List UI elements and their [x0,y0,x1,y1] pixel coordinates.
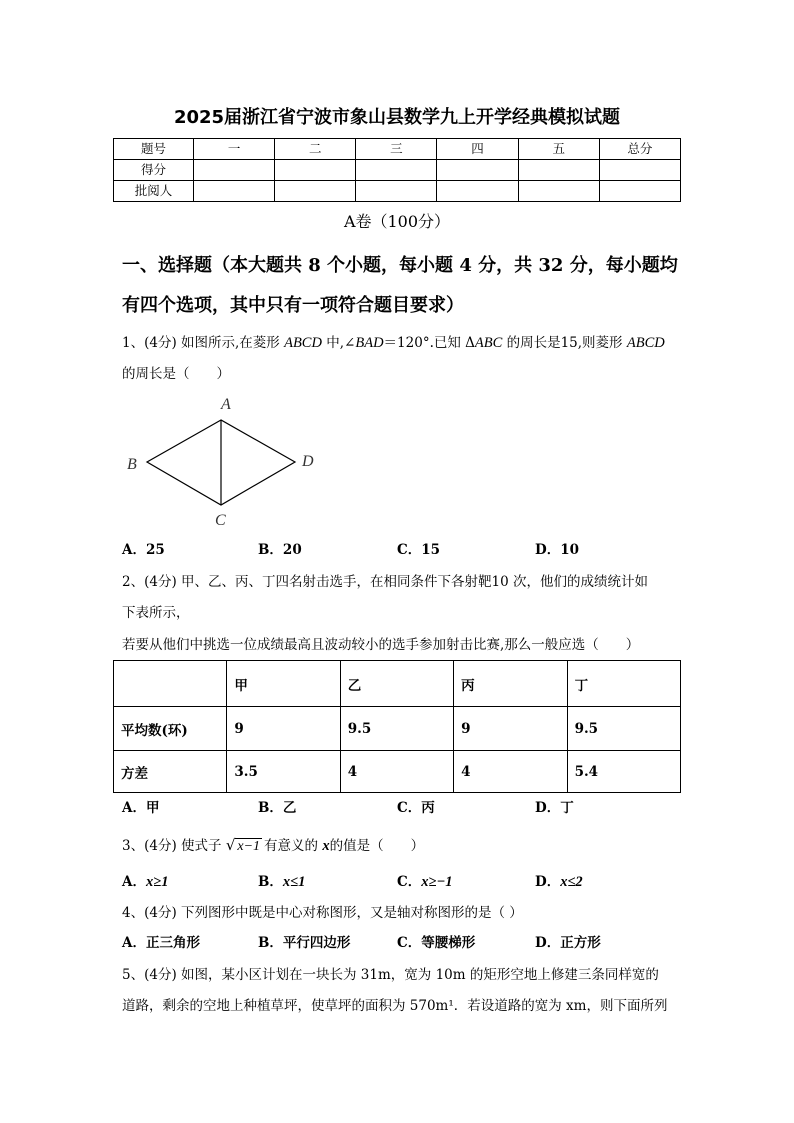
score-row-label: 批阅人 [114,181,194,202]
stats-header-cell: 丙 [454,661,567,707]
q1-text: ＝120°.已知 Δ [383,335,475,351]
stats-cell: 9 [454,707,567,751]
q4-option-d [535,933,601,953]
q3-variable: x [322,838,330,854]
q1-stem-line [122,333,665,353]
square-root-symbol: √ [225,836,236,854]
option-letter: B． [258,800,283,816]
stats-header-cell [114,661,227,707]
option-text: 10 [560,542,580,558]
q1-stem-line: 的周长是（ ） [122,366,230,382]
stats-cell: 5.4 [567,751,680,793]
q4-option-c [397,933,475,953]
q4-option-b [258,933,350,953]
option-text: 25 [145,542,165,558]
q2-option-a [122,798,159,818]
rhombus-diagram [120,395,330,535]
option-letter: B． [258,935,283,951]
score-table-row [114,160,681,181]
score-header-cell: 三 [356,139,437,160]
score-table-row [114,181,681,202]
q1-text: 中,∠ [321,335,356,351]
vertex-label-a: A [221,396,231,413]
option-letter: D． [535,542,561,558]
score-cell [356,160,437,181]
stats-cell: 3.5 [227,751,340,793]
score-cell [518,160,599,181]
q5-stem-line: 道路，剩余的空地上种植草坪，使草坪的面积为 570m¹．若设道路的宽为 xm，则下面所列 [122,998,668,1014]
option-letter: A． [122,800,146,816]
option-text: 乙 [282,800,297,816]
stats-cell: 9.5 [340,707,453,751]
option-letter: D． [535,874,561,890]
q1-math: BAD [355,335,384,351]
q1-text: 的周长是15,则菱形 [502,335,627,351]
q2-option-b [258,798,296,818]
q3-option-a [122,872,168,892]
score-cell [275,181,356,202]
stats-header-cell: 甲 [227,661,340,707]
option-letter: D． [535,935,561,951]
option-text: 15 [421,542,441,558]
q1-option-d [535,540,579,560]
q1-math: ABC [474,335,503,351]
score-header-cell: 题号 [114,139,194,160]
option-letter: A． [122,542,146,558]
q1-option-a [122,540,165,560]
q2-option-d [535,798,574,818]
option-text: 正方形 [560,935,601,951]
option-letter: C． [397,935,422,951]
q2-option-c [397,798,435,818]
shooting-stats-table [113,660,681,793]
option-letter: B． [258,542,283,558]
score-header-cell: 二 [275,139,356,160]
option-text: 20 [282,542,302,558]
option-letter: C． [397,874,422,890]
score-header-cell: 总分 [599,139,680,160]
q3-option-d [535,872,583,892]
score-cell [599,181,680,202]
part1-heading-line: 有四个选项，其中只有一项符合题目要求） [122,295,464,316]
option-text: x≤2 [560,874,583,890]
score-cell [437,181,518,202]
score-header-cell: 一 [194,139,275,160]
score-table-header-row [114,139,681,160]
stats-row-mean [114,707,681,751]
score-cell [437,160,518,181]
q4-stem-line: 4、(4分) 下列图形中既是中心对称图形，又是轴对称图形的是（ ） [122,905,523,921]
stats-cell: 方差 [114,751,227,793]
q4-option-a [122,933,200,953]
stats-header-cell: 丁 [567,661,680,707]
option-text: x≥−1 [421,874,453,890]
option-letter: A． [122,935,146,951]
exam-title: 2025届浙江省宁波市象山县数学九上开学经典模拟试题 [173,107,621,128]
q1-option-c [397,540,440,560]
score-cell [275,160,356,181]
q3-text: 3、(4分) 使式子 [122,838,222,854]
option-text: 等腰梯形 [421,935,476,951]
q3-text: 的值是（ ） [329,838,425,854]
option-letter: C． [397,800,422,816]
q3-text: 有意义的 [264,838,323,854]
score-header-cell: 四 [437,139,518,160]
stats-cell: 9 [227,707,340,751]
q2-stem-line: 下表所示， [122,605,190,621]
score-cell [194,181,275,202]
option-text: 正三角形 [145,935,200,951]
q5-stem-line: 5、(4分) 如图，某小区计划在一块长为 31m，宽为 10m 的矩形空地上修建三条同样宽的 [122,967,659,983]
stats-cell: 4 [340,751,453,793]
option-text: x≥1 [145,874,169,890]
q1-text: 1、(4分) 如图所示,在菱形 [122,335,285,351]
option-text: 平行四边形 [282,935,351,951]
option-letter: B． [258,874,283,890]
q1-math: ABCD [284,335,322,351]
q2-stem-line: 2、(4分) 甲、乙、丙、丁四名射击选手，在相同条件下各射靶10 次，他们的成绩统计如 [122,574,648,590]
stats-header-row [114,661,681,707]
option-text: x≤1 [282,874,306,890]
part1-heading-line: 一、选择题（本大题共 8 个小题，每小题 4 分，共 32 分，每小题均 [122,255,678,276]
q3-option-b [258,872,305,892]
stats-cell: 9.5 [567,707,680,751]
score-header-cell: 五 [518,139,599,160]
score-cell [356,181,437,202]
q1-option-b [258,540,302,560]
vertex-label-b: B [127,456,137,473]
q3-option-c [397,872,453,892]
vertex-label-d: D [302,453,314,470]
score-cell [518,181,599,202]
option-text: 甲 [145,800,160,816]
option-text: 丙 [421,800,435,816]
score-cell [599,160,680,181]
section-a-title: A卷（100分） [343,212,451,231]
stats-cell: 4 [454,751,567,793]
stats-cell: 平均数(环) [114,707,227,751]
square-root-radicand: x−1 [237,839,261,854]
score-cell [194,160,275,181]
option-letter: A． [122,874,146,890]
option-letter: D． [535,800,561,816]
q1-math: ABCD [626,335,665,351]
option-text: 丁 [560,800,574,816]
q2-stem-line: 若要从他们中挑选一位成绩最高且波动较小的选手参加射击比赛,那么一般应选（ ） [122,637,640,653]
vertex-label-c: C [215,512,226,529]
stats-header-cell: 乙 [340,661,453,707]
score-table [113,138,681,202]
q3-stem-line [122,835,424,855]
option-letter: C． [397,542,422,558]
stats-row-variance [114,751,681,793]
score-row-label: 得分 [114,160,194,181]
